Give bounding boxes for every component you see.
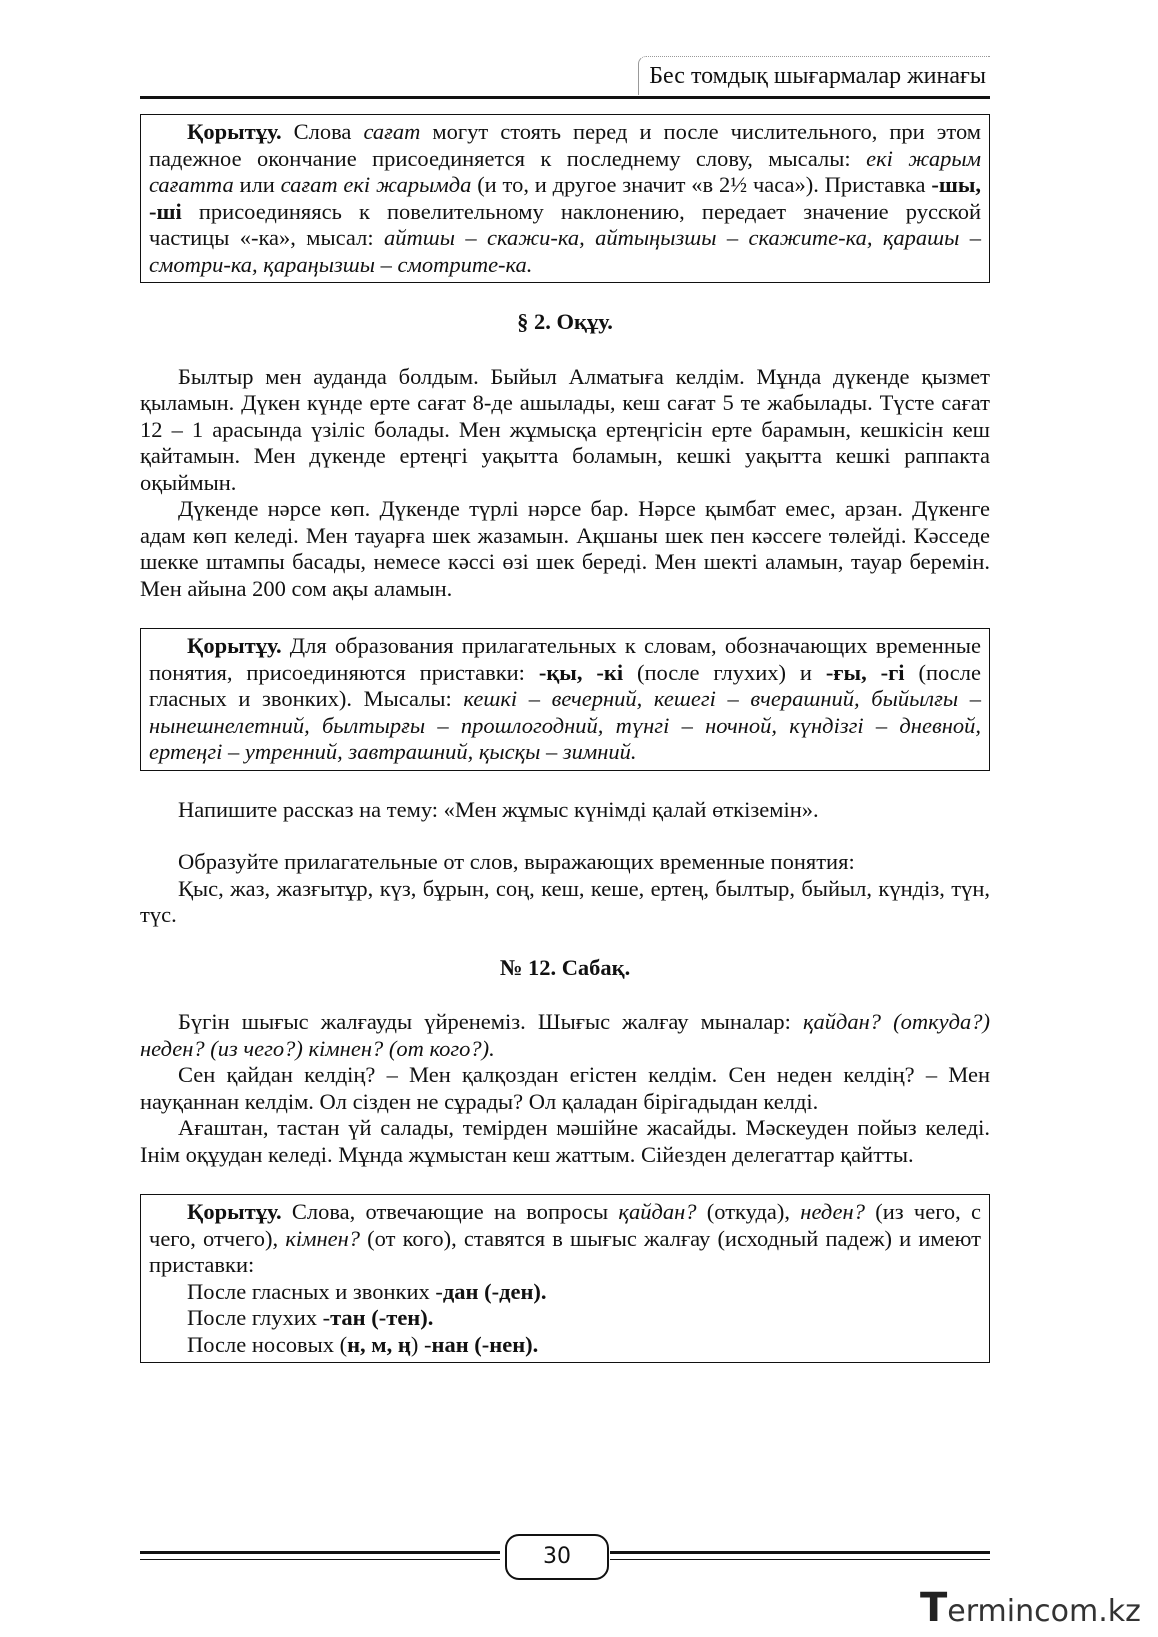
italic-run: неден? <box>800 1199 865 1224</box>
watermark-text: m.kz <box>1069 1594 1141 1629</box>
italic-run: кімнен? <box>285 1225 361 1251</box>
text-run: После гласных и звонких - <box>187 1278 443 1304</box>
word-list: Қыс, жаз, жазғытұр, күз, бұрын, соң, кеш, кеше, ертең, былтыр, быйыл, күндіз, түн, түс. <box>140 875 990 927</box>
page-footer <box>140 1534 990 1580</box>
watermark-text: o <box>1050 1594 1069 1629</box>
watermark-text: erminc <box>947 1594 1051 1629</box>
suffix-rule <box>149 1279 981 1306</box>
italic-run: қайдан? (откуда?) неден? (из чего?) кімнен? (от кого?). <box>140 1009 990 1061</box>
text-run: (откуда), <box>696 1199 801 1224</box>
text-run: присоединяясь к повелительному наклонению, передает значение русской частицы «-ка», мысал: <box>149 198 981 250</box>
text-run: Слова, отвечающие на вопросы <box>281 1199 619 1224</box>
text-run: Бүгін шығыс жалғауды үйренеміз. Шығыс жалғау мыналар: <box>178 1009 803 1034</box>
note-lead: Қорытұу. <box>187 1199 282 1224</box>
bold-run: -қы, -кі <box>538 659 624 685</box>
task-text: Напишите рассказ на тему: «Мен жұмыс күнімді қалай өткіземін». <box>178 796 819 822</box>
italic-run: сағат <box>363 119 421 144</box>
italic-run: екі жарым сағатта <box>149 145 981 197</box>
bold-run: н, м, ң <box>347 1331 411 1357</box>
text-run: Слова <box>281 119 364 144</box>
note-box-3 <box>140 1194 990 1363</box>
text-run: Для образования прилагательных к словам, обозначающих временные понятия, присоединяются приставки: <box>149 633 981 685</box>
text-run: (из чего, с чего, отчего), <box>149 1199 981 1251</box>
page-number: 30 <box>505 1534 609 1580</box>
italic-run: қайдан? <box>618 1199 697 1224</box>
text-run: (после глухих) и <box>623 659 826 685</box>
note-box-2-text <box>149 633 981 766</box>
running-header <box>140 56 990 99</box>
text-run: После носовых ( <box>187 1331 348 1357</box>
lesson-heading: № 12. Сабақ. <box>499 954 631 980</box>
note-box-1-text <box>149 119 981 278</box>
task-text: Образуйте прилагательные от слов, выражающих временные понятия: <box>178 849 855 874</box>
note-box-2 <box>140 628 990 771</box>
note-box-1 <box>140 114 990 283</box>
page-content <box>140 114 990 1363</box>
story-paragraph: Былтыр мен ауданда болдым. Быйыл Алматыға келдім. Мұнда дүкенде қызмет қыламын. Дүкен күнде ерте сағат 8-де ашылады, кеш сағат 5 те жабылады. Түсте сағат 12 – 1 арасында үзіліс болады. Мен жұмысқа ертеңгісін ерте барамын, кешкісін кеш қайтамын. Мен дүкенде ертеңгі уақытта боламын, кешкі уақытта кешкі раппакта оқыймын. <box>140 363 990 495</box>
bold-run: -шы, -ші <box>149 172 982 224</box>
bold-run: нан (-нен). <box>431 1331 539 1357</box>
watermark-letter: T <box>920 1585 948 1631</box>
suffix-rule <box>149 1305 981 1332</box>
site-watermark <box>920 1585 1141 1631</box>
note-box-3-text <box>149 1199 981 1279</box>
lesson-paragraph: Ағаштан, тастан үй салады, темірден мәшійне жасайды. Мәскеуден пойыз келеді. Інім оқұудан келеді. Мұнда жұмыстан кеш жаттым. Сійезден делегаттар қайтты. <box>140 1115 990 1167</box>
footer-rule-right <box>610 1551 990 1560</box>
bold-run: -ғы, -гі <box>825 659 905 685</box>
text-run: могут стоять перед и после числительного, при этом падежное окончание присоединяется к последнему слову, мысалы: <box>149 119 981 171</box>
bold-run: тан (-тен). <box>330 1305 434 1330</box>
lesson-paragraph: Сен қайдан келдің? – Мен қалқоздан егістен келдім. Сен неден келдің? – Мен науқаннан келдім. Ол сізден не сұрады? Ол қаладан бірігадыдан келді. <box>140 1062 990 1114</box>
text-run: ) - <box>410 1331 432 1357</box>
text-run: После глухих - <box>187 1305 331 1330</box>
section-heading: § 2. Оқұу. <box>517 309 613 334</box>
suffix-rule <box>149 1332 981 1359</box>
italic-run: кешкі – вечерний, кешегі – вчерашний, быйылғы – нынешнелетний, былтырғы – прошлогодний, түнгі – ночной, күндізгі – дневной, ертеңгі – утренний, завтрашний, қысқы – зимний. <box>149 686 982 764</box>
lesson-paragraph <box>140 1009 990 1062</box>
italic-run: сағат екі жарымда <box>280 172 472 197</box>
bold-run: дан (-ден). <box>442 1278 547 1304</box>
footer-rule-left <box>140 1551 500 1560</box>
text-run: (после гласных и звонких). Мысалы: <box>149 659 981 711</box>
text-run: (и то, и другое значит «в 2½ часа»). Приставка <box>471 172 932 197</box>
text-run: (от кого), ставятся в шығыс жалғау (исходный падеж) и имеют приставки: <box>149 1225 981 1277</box>
text-run: или <box>233 172 281 197</box>
italic-run: айтшы – скажи-ка, айтыңызшы – скажите-ка, қарашы – смотри-ка, қараңызшы – смотрите-ка. <box>149 225 981 277</box>
story-paragraph: Дүкенде нәрсе көп. Дүкенде түрлі нәрсе бар. Нәрсе қымбат емес, арзан. Дүкенге адам көп келеді. Мен тауарға шек жазамын. Ақшаны шек пен кәссеге төлейді. Кәсседе шекке штампы басады, немесе кәссі өзі шек береді. Мен шекті аламын, тауар беремін. Мен айына 200 сом ақы аламын. <box>140 496 990 601</box>
document-page <box>140 0 990 1637</box>
note-lead: Қорытұу. <box>187 119 282 144</box>
note-lead: Қорытұу. <box>187 633 282 658</box>
book-title: Бес томдық шығармалар жинағы <box>638 56 990 95</box>
